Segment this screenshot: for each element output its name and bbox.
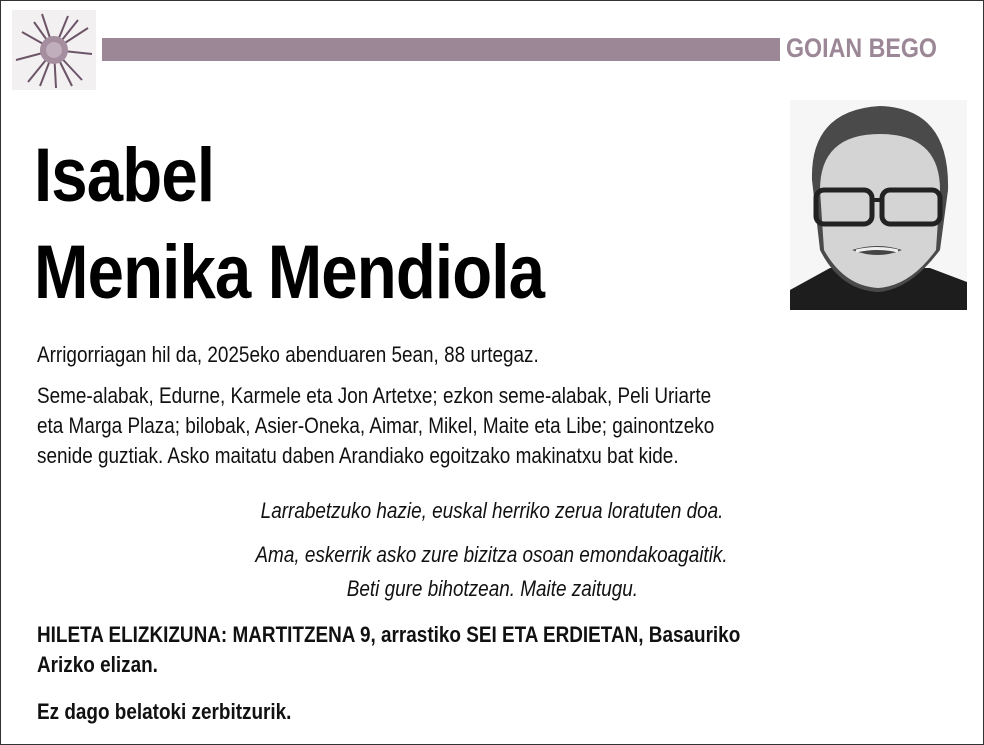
portrait-photo bbox=[790, 100, 967, 310]
header-bar bbox=[102, 38, 780, 61]
quote-thanks bbox=[0, 538, 984, 606]
quote-hometown bbox=[0, 494, 984, 528]
thistle-flower-icon bbox=[12, 10, 96, 90]
wake-notice: Ez dago belatoki zerbitzurik. bbox=[37, 699, 292, 724]
family-line: Seme-alabak, Edurne, Karmele eta Jon Artetxe; ezkon seme-alabak, Peli Uriarte bbox=[37, 383, 712, 408]
brand-label: GOIAN BEGO bbox=[786, 33, 937, 63]
funeral-notice bbox=[37, 620, 740, 680]
family-paragraph bbox=[37, 381, 714, 471]
funeral-line: HILETA ELIZKIZUNA: MARTITZENA 9, arrastiko SEI ETA ERDIETAN, Basauriko bbox=[37, 622, 741, 647]
surname: Menika Mendiola bbox=[34, 230, 545, 315]
death-notice: Arrigorriagan hil da, 2025eko abenduaren 5ean, 88 urtegaz. bbox=[37, 342, 539, 367]
first-name: Isabel bbox=[34, 133, 215, 218]
family-line: eta Marga Plaza; bilobak, Asier-Oneka, Aimar, Mikel, Maite eta Libe; gainontzeko bbox=[37, 413, 715, 438]
quote-line: Beti gure bihotzean. Maite zaitugu. bbox=[346, 576, 638, 601]
family-line: senide guztiak. Asko maitatu daben Arandiako egoitzako makinatxu bat kide. bbox=[37, 443, 679, 468]
funeral-line: Arizko elizan. bbox=[37, 652, 158, 677]
quote-text: Larrabetzuko hazie, euskal herriko zerua loratuten doa. bbox=[260, 498, 724, 523]
quote-line: Ama, eskerrik asko zure bizitza osoan emondakoagaitik. bbox=[255, 542, 729, 567]
